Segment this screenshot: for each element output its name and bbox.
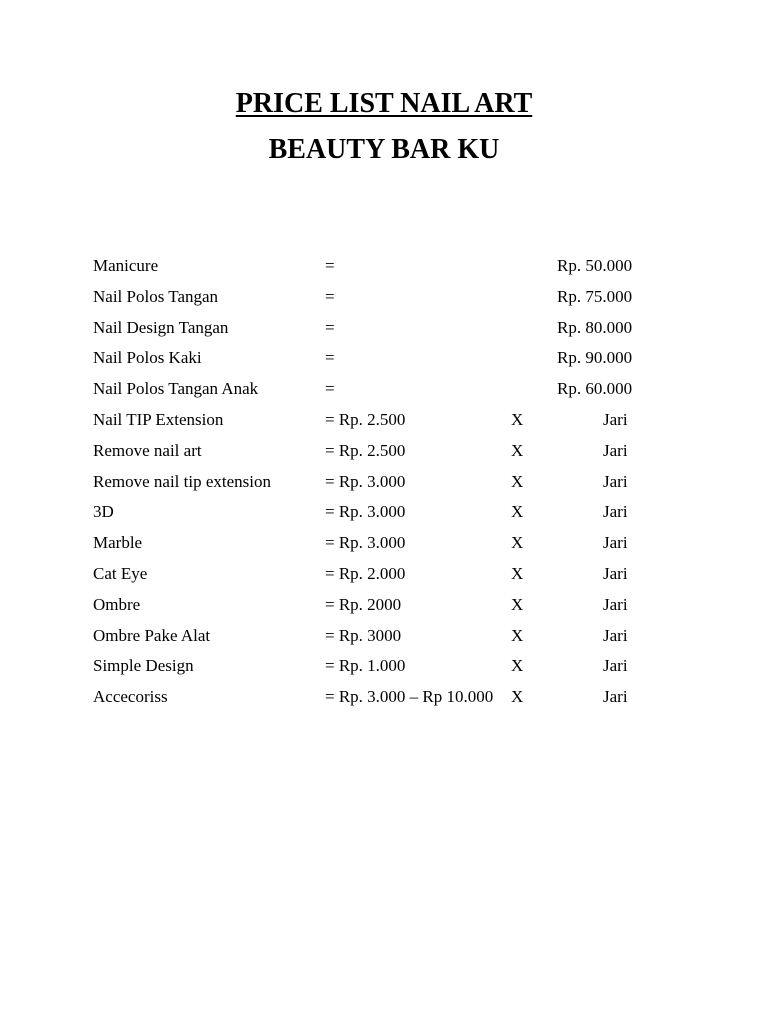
price-unit: Jari [603,563,628,583]
price-row [0,651,768,682]
price-unit: Jari [603,533,628,553]
price-row [0,405,768,436]
item-name: Accecoriss [93,687,168,707]
item-name: Manicure [93,256,159,275]
price-row [0,497,768,528]
multiply-sign: X [511,687,524,707]
item-name: Nail Polos Kaki [93,348,202,368]
price-row [0,559,768,590]
item-name: Nail TIP Extension [93,409,224,429]
item-name: Marble [93,533,143,553]
item-price: = Rp. 3.000 [325,533,406,553]
item-price: = Rp. 3.000 [325,471,406,491]
price-unit: Jari [603,625,628,645]
price-row [0,343,768,374]
item-price: Rp. 80.000 [557,317,633,337]
item-name: Cat Eye [93,563,148,583]
price-unit: Jari [603,471,628,491]
price-row [0,682,768,713]
equals-sign: = [325,256,335,275]
item-price: Rp. 50.000 [557,256,633,275]
item-name: Simple Design [93,656,194,676]
price-row [0,621,768,652]
price-row [0,374,768,405]
item-price: = Rp. 3000 [325,625,402,645]
item-price: Rp. 90.000 [557,348,633,368]
item-price: = Rp. 2.000 [325,563,406,583]
item-name: Ombre Pake Alat [93,625,211,645]
price-unit: Jari [603,656,628,676]
price-row [0,590,768,621]
equals-sign: = [325,348,335,368]
multiply-sign: X [511,471,524,491]
item-name: Nail Polos Tangan [93,286,219,306]
item-price: = Rp. 2000 [325,594,402,614]
multiply-sign: X [511,625,524,645]
item-price: = Rp. 3.000 – Rp 10.000 [325,687,494,707]
multiply-sign: X [511,563,524,583]
item-name: Ombre [93,594,141,614]
multiply-sign: X [511,656,524,676]
price-row [0,528,768,559]
item-name: 3D [93,502,114,522]
equals-sign: = [325,286,335,306]
price-unit: Jari [603,440,628,460]
multiply-sign: X [511,409,524,429]
price-unit: Jari [603,687,628,707]
equals-sign: = [325,317,335,337]
multiply-sign: X [511,533,524,553]
item-price: Rp. 60.000 [557,379,633,399]
multiply-sign: X [511,502,524,522]
item-price: = Rp. 1.000 [325,656,406,676]
document-title: PRICE LIST NAIL ART [235,88,533,119]
item-name: Nail Design Tangan [93,317,229,337]
equals-sign: = [325,379,335,399]
item-price: = Rp. 3.000 [325,502,406,522]
item-price: = Rp. 2.500 [325,440,406,460]
item-price: = Rp. 2.500 [325,409,406,429]
multiply-sign: X [511,594,524,614]
item-name: Nail Polos Tangan Anak [93,379,259,399]
document-subtitle: BEAUTY BAR KU [268,134,500,165]
price-unit: Jari [603,502,628,522]
price-row [0,313,768,344]
item-name: Remove nail art [93,440,202,460]
price-unit: Jari [603,594,628,614]
price-row [0,282,768,313]
multiply-sign: X [511,440,524,460]
price-list [0,251,768,713]
item-name: Remove nail tip extension [93,471,271,491]
item-price: Rp. 75.000 [557,286,633,306]
price-unit: Jari [603,409,628,429]
price-row [0,467,768,498]
price-row [0,251,768,282]
price-row [0,436,768,467]
